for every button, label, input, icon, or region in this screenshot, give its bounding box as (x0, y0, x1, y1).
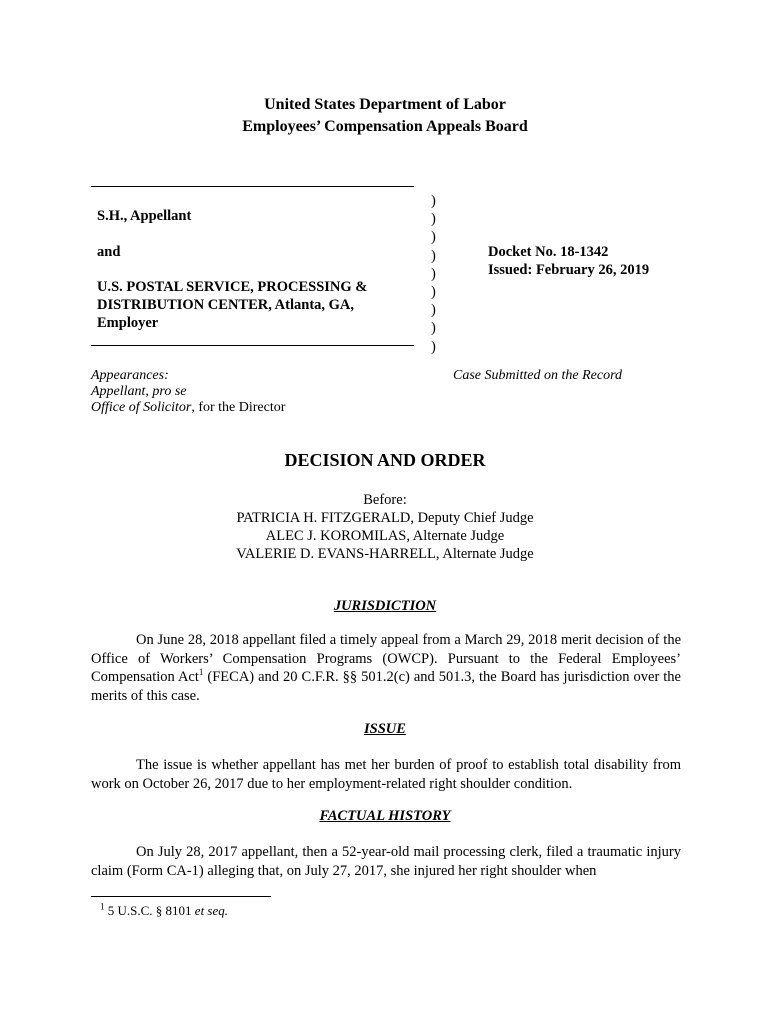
and-label: and (97, 244, 121, 260)
appearances-label: Appearances: (91, 368, 169, 383)
judge-3: VALERIE D. EVANS-HARRELL, Alternate Judge (236, 546, 534, 562)
jurisdiction-heading: JURISDICTION (333, 598, 437, 614)
footnote-1: $^1$ 5 U.S.C. § 8101 et seq. (100, 901, 229, 918)
agency-title: United States Department of Labor (264, 96, 506, 113)
factual-history-paragraph: On July 28, 2017 appellant, then a 52-year-old mail processing clerk, filed a traumatic injury claim (Form CA-1) alleging that, on July 27, 2017, she injured her right shoulder when (91, 844, 681, 879)
footnote-ref-1: 1 (198, 667, 204, 678)
before-label: Before: (363, 492, 407, 508)
board-title: Employees’ Compensation Appeals Board (242, 118, 528, 135)
appearance-solicitor: Office of Solicitor, for the Director (91, 400, 286, 415)
decision-title: DECISION AND ORDER (284, 450, 486, 470)
case-submitted-note: Case Submitted on the Record (453, 368, 623, 383)
footnote-separator (91, 896, 271, 897)
issue-paragraph: The issue is whether appellant has met her burden of proof to establish total disability from work on October 26, 2017 due to her employment-related right shoulder condition. (91, 757, 681, 792)
judge-2: ALEC J. KOROMILAS, Alternate Judge (265, 528, 505, 544)
caption-parentheses: ) ) ) ) ) ) ) ) ) (431, 193, 436, 355)
appearance-appellant: Appellant, pro se (91, 384, 187, 399)
appellant-name: S.H., Appellant (97, 208, 192, 224)
jurisdiction-paragraph: On June 28, 2018 appellant filed a timely appeal from a March 29, 2018 merit decision of the Office of Workers’ Compensation Programs (OWCP). Pursuant to the Federal Employees’ Compensation Act$^1$ (FECA) and 20 C.F.R. §§ 501.2(c) and 501.3, the Board has jurisdiction over the merits of this case. (91, 632, 681, 704)
factual-history-heading: FACTUAL HISTORY (319, 808, 451, 824)
employer-line-1: U.S. POSTAL SERVICE, PROCESSING & (97, 279, 368, 295)
docket-number: Docket No. 18-1342 (488, 244, 609, 260)
issue-heading: ISSUE (364, 721, 406, 737)
employer-line-2: DISTRIBUTION CENTER, Atlanta, GA, (97, 297, 355, 313)
issued-date: Issued: February 26, 2019 (488, 262, 650, 278)
caption-top-rule (91, 186, 414, 187)
judge-1: PATRICIA H. FITZGERALD, Deputy Chief Judge (236, 510, 534, 526)
caption-bottom-rule (91, 345, 414, 346)
employer-line-3: Employer (97, 315, 159, 331)
